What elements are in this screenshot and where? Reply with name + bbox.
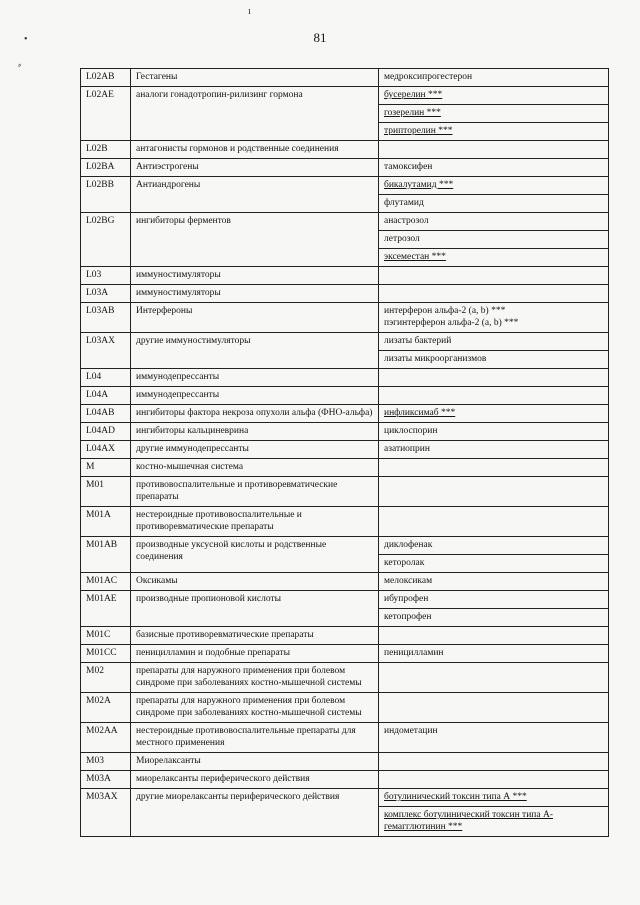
- atc-code: L02BA: [81, 159, 131, 177]
- atc-code: M01AE: [81, 591, 131, 627]
- table-row: [81, 753, 609, 771]
- atc-code: L04AX: [81, 441, 131, 459]
- drug-name: ибупрофен: [379, 591, 608, 609]
- drug-name: диклофенак: [379, 537, 608, 555]
- atc-code: M03A: [81, 771, 131, 789]
- atc-code: M01CC: [81, 645, 131, 663]
- pharmacological-group: противовоспалительные и противоревматические препараты: [131, 477, 379, 507]
- drug-names-cell: [379, 333, 609, 369]
- pharmacological-group: производные уксусной кислоты и родственные соединения: [131, 537, 379, 573]
- drug-names-cell: [379, 723, 609, 753]
- drug-name: кетопрофен: [384, 612, 432, 622]
- drug-name: лизаты бактерий: [379, 333, 608, 351]
- drug-name: [379, 285, 608, 302]
- atc-code: M01C: [81, 627, 131, 645]
- pharmacological-group: аналоги гонадотропин-рилизинг гормона: [131, 87, 379, 141]
- table-row: [81, 405, 609, 423]
- scan-mark: ⸗: [18, 60, 22, 71]
- drug-names-cell: [379, 87, 609, 141]
- pharmacological-group: другие иммуностимуляторы: [131, 333, 379, 369]
- atc-code: L03A: [81, 285, 131, 303]
- drug-names-cell: [379, 645, 609, 663]
- table-row: [81, 213, 609, 267]
- drug-names-cell: [379, 693, 609, 723]
- drug-name: летрозол: [379, 231, 608, 249]
- pharmacological-group: ингибиторы кальциневрина: [131, 423, 379, 441]
- drug-names-cell: [379, 591, 609, 627]
- atc-code: L03AX: [81, 333, 131, 369]
- drug-name: [379, 267, 608, 284]
- table-row: [81, 771, 609, 789]
- scan-mark: ı: [248, 6, 251, 17]
- drug-name: [379, 387, 608, 404]
- table-row: [81, 459, 609, 477]
- atc-code: M03AX: [81, 789, 131, 837]
- pharmacological-group: Гестагены: [131, 69, 379, 87]
- drug-name: мелоксикам: [384, 576, 433, 586]
- drug-name: бикалутамид ***: [379, 177, 608, 195]
- table-row: [81, 369, 609, 387]
- drug-names-cell: [379, 477, 609, 507]
- pharmacological-group: миорелаксанты периферического действия: [131, 771, 379, 789]
- drug-name: пеницилламин: [384, 648, 444, 658]
- drug-name: [379, 627, 608, 644]
- atc-code: M01A: [81, 507, 131, 537]
- drug-names-cell: [379, 573, 609, 591]
- atc-code: M02AA: [81, 723, 131, 753]
- drug-name: флутамид: [384, 198, 424, 208]
- table-row: [81, 591, 609, 627]
- pharmacological-group: другие миорелаксанты периферического действия: [131, 789, 379, 837]
- atc-code: M02A: [81, 693, 131, 723]
- atc-code: M01AB: [81, 537, 131, 573]
- atc-code: M01AC: [81, 573, 131, 591]
- pharmacological-group: иммуностимуляторы: [131, 285, 379, 303]
- drug-names-cell: [379, 405, 609, 423]
- pharmacological-group: ингибиторы ферментов: [131, 213, 379, 267]
- pharmacological-group: костно-мышечная система: [131, 459, 379, 477]
- drug-name: [379, 771, 608, 788]
- pharmacological-group: Оксикамы: [131, 573, 379, 591]
- atc-code: L02AE: [81, 87, 131, 141]
- drug-name: гозерелин ***: [379, 105, 608, 123]
- pharmacological-group: иммунодепрессанты: [131, 387, 379, 405]
- atc-code: L04A: [81, 387, 131, 405]
- table-row: [81, 423, 609, 441]
- table-row: [81, 663, 609, 693]
- atc-code: L04AD: [81, 423, 131, 441]
- drug-name: [379, 753, 608, 770]
- table-row: [81, 723, 609, 753]
- table-row: [81, 267, 609, 285]
- table-row: [81, 627, 609, 645]
- table-row: [81, 303, 609, 333]
- atc-code: M02: [81, 663, 131, 693]
- drug-table: [80, 68, 609, 837]
- drug-names-cell: [379, 159, 609, 177]
- pharmacological-group: нестероидные противовоспалительные и противоревматические препараты: [131, 507, 379, 537]
- drug-names-cell: [379, 369, 609, 387]
- drug-names-cell: [379, 177, 609, 213]
- table-row: [81, 441, 609, 459]
- atc-code: L02BG: [81, 213, 131, 267]
- scan-mark: •: [24, 34, 28, 45]
- drug-names-cell: [379, 459, 609, 477]
- drug-names-cell: [379, 387, 609, 405]
- table-row: [81, 477, 609, 507]
- drug-names-cell: [379, 507, 609, 537]
- pharmacological-group: базисные противоревматические препараты: [131, 627, 379, 645]
- table-row: [81, 537, 609, 573]
- drug-names-cell: [379, 627, 609, 645]
- pharmacological-group: Антиандрогены: [131, 177, 379, 213]
- table-row: [81, 285, 609, 303]
- pharmacological-group: антагонисты гормонов и родственные соединения: [131, 141, 379, 159]
- drug-name: циклоспорин: [384, 426, 438, 436]
- pharmacological-group: Антиэстрогены: [131, 159, 379, 177]
- table-row: [81, 573, 609, 591]
- drug-name: медроксипрогестерон: [384, 72, 473, 82]
- table-row: [81, 177, 609, 213]
- atc-code: L03AB: [81, 303, 131, 333]
- table-row: [81, 387, 609, 405]
- pharmacological-group: иммуностимуляторы: [131, 267, 379, 285]
- drug-names-cell: [379, 69, 609, 87]
- drug-name: бусерелин ***: [379, 87, 608, 105]
- table-row: [81, 789, 609, 837]
- drug-name: [379, 693, 608, 710]
- table-row: [81, 645, 609, 663]
- drug-name: анастрозол: [379, 213, 608, 231]
- table-row: [81, 693, 609, 723]
- pharmacological-group: другие иммунодепрессанты: [131, 441, 379, 459]
- table-row: [81, 159, 609, 177]
- pharmacological-group: Интерфероны: [131, 303, 379, 333]
- drug-names-cell: [379, 537, 609, 573]
- drug-name: [379, 477, 608, 494]
- drug-name: кеторолак: [384, 558, 425, 568]
- drug-name: азатиоприн: [384, 444, 430, 454]
- table-row: [81, 87, 609, 141]
- drug-names-cell: [379, 789, 609, 837]
- atc-code: L04AB: [81, 405, 131, 423]
- drug-name: [379, 141, 608, 158]
- pharmacological-group: препараты для наружного применения при болевом синдроме при заболеваниях костно-мышечной системы: [131, 663, 379, 693]
- drug-name: индометацин: [384, 726, 438, 736]
- drug-name: эксеместан ***: [384, 252, 446, 262]
- drug-names-cell: [379, 423, 609, 441]
- atc-code: L03: [81, 267, 131, 285]
- atc-code: L04: [81, 369, 131, 387]
- table-row: [81, 69, 609, 87]
- table-row: [81, 507, 609, 537]
- drug-names-cell: [379, 753, 609, 771]
- drug-names-cell: [379, 663, 609, 693]
- pharmacological-group: пеницилламин и подобные препараты: [131, 645, 379, 663]
- drug-names-cell: [379, 267, 609, 285]
- page-number: 81: [313, 30, 327, 45]
- pharmacological-group: препараты для наружного применения при болевом синдроме при заболеваниях костно-мышечной системы: [131, 693, 379, 723]
- pharmacological-group: Миорелаксанты: [131, 753, 379, 771]
- drug-name: [379, 663, 608, 680]
- drug-names-cell: [379, 285, 609, 303]
- atc-code: L02BB: [81, 177, 131, 213]
- pharmacological-group: производные пропионовой кислоты: [131, 591, 379, 627]
- drug-name: ботулинический токсин типа А ***: [379, 789, 608, 807]
- drug-name: интерферон альфа-2 (a, b) *** пэгинтерферон альфа-2 (a, b) ***: [384, 306, 519, 328]
- atc-code: L02B: [81, 141, 131, 159]
- drug-name: тамоксифен: [384, 162, 433, 172]
- drug-names-cell: [379, 303, 609, 333]
- atc-code: M: [81, 459, 131, 477]
- drug-name: лизаты микроорганизмов: [384, 354, 487, 364]
- drug-names-cell: [379, 213, 609, 267]
- drug-name: [379, 459, 608, 476]
- drug-name: [379, 507, 608, 524]
- drug-names-cell: [379, 141, 609, 159]
- pharmacological-group: ингибиторы фактора некроза опухоли альфа (ФНО-альфа): [131, 405, 379, 423]
- drug-name: комплекс ботулинический токсин типа А- гемагглютинин ***: [384, 810, 553, 832]
- atc-code: M01: [81, 477, 131, 507]
- drug-names-cell: [379, 771, 609, 789]
- drug-names-cell: [379, 441, 609, 459]
- drug-name: трипторелин ***: [384, 126, 453, 136]
- pharmacological-group: иммунодепрессанты: [131, 369, 379, 387]
- drug-name: [379, 369, 608, 386]
- drug-name: инфликсимаб ***: [384, 408, 456, 418]
- pharmacological-group: нестероидные противовоспалительные препараты для местного применения: [131, 723, 379, 753]
- atc-code: M03: [81, 753, 131, 771]
- table-row: [81, 141, 609, 159]
- table-row: [81, 333, 609, 369]
- atc-code: L02AB: [81, 69, 131, 87]
